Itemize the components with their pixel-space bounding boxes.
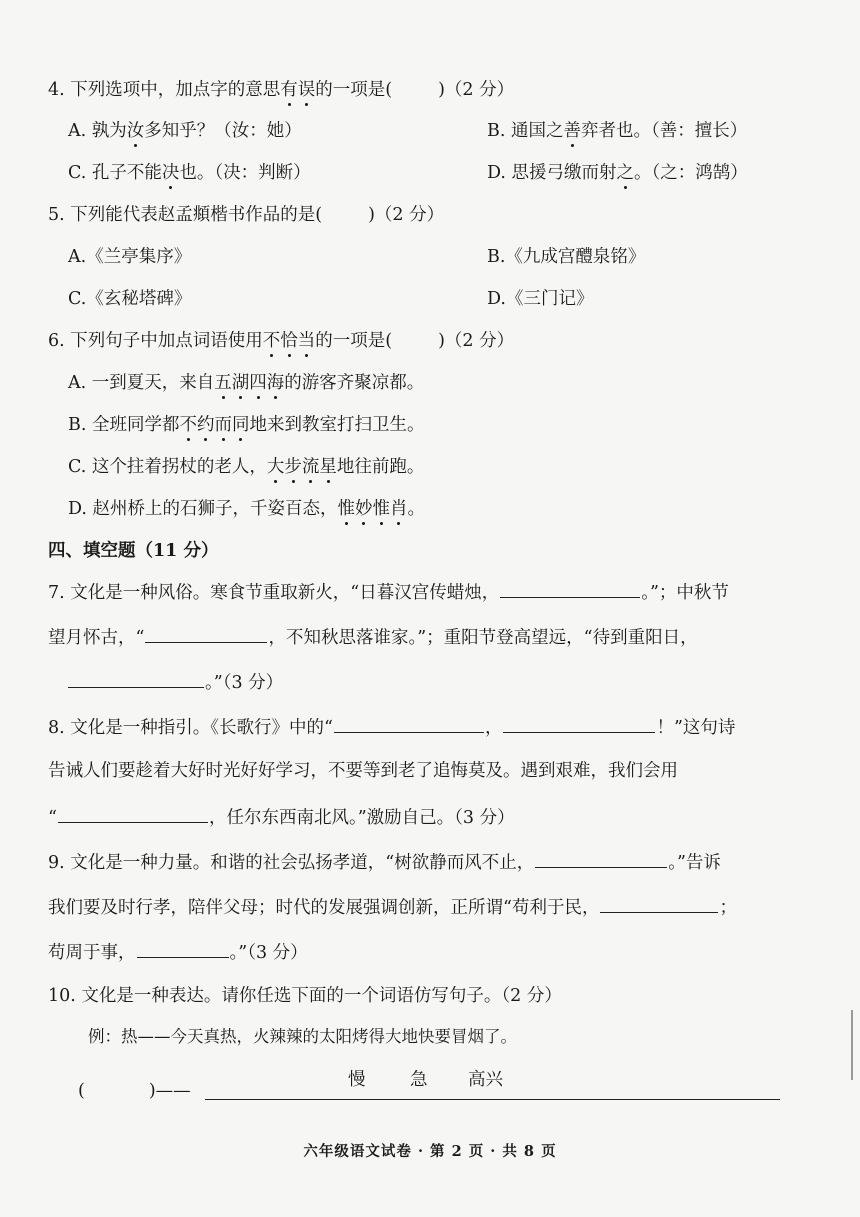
section-title: 四、填空题（11 分） <box>48 541 219 561</box>
word-choice-1[interactable]: 慢 <box>348 1070 366 1090</box>
fill-blank[interactable] <box>145 624 267 643</box>
q6-option-a[interactable]: A. 一到夏天，来自五湖四海的游客齐聚凉都。 <box>68 373 425 393</box>
q6-option-c[interactable]: C. 这个拄着拐杖的老人，大步流星地往前跑。 <box>68 457 425 477</box>
q9-line-2: 我们要及时行孝，陪伴父母；时代的发展强调创新，正所谓“苟利于民， ； <box>48 894 737 920</box>
q8-line-2: 告诫人们要趁着大好时光好好学习，不要等到老了追悔莫及。遇到艰难，我们会用 <box>48 761 678 781</box>
q7-line-3: 。”（3 分） <box>48 669 283 695</box>
q4-option-a[interactable]: A. 孰为汝多知乎？（汝：她） <box>68 121 302 141</box>
q10-answer-line[interactable] <box>205 1099 780 1100</box>
word-choice-3[interactable]: 高兴 <box>468 1070 503 1090</box>
q8-line-1: 8. 文化是一种指引。《长歌行》中的“ ， ！”这句诗 <box>48 714 735 740</box>
q6-option-d[interactable]: D. 赵州桥上的石狮子，千姿百态，惟妙惟肖。 <box>68 499 426 519</box>
fill-blank[interactable] <box>334 714 484 733</box>
fill-blank[interactable] <box>503 714 655 733</box>
page-footer: 六年级语文试卷 · 第 2 页 · 共 8 页 <box>303 1143 557 1160</box>
q5-stem: 5. 下列能代表赵孟頫楷书作品的是( )（2 分） <box>48 205 445 225</box>
q9-line-1: 9. 文化是一种力量。和谐的社会弘扬孝道，“树欲静而风不止， 。”告诉 <box>48 849 721 875</box>
word-choice-2[interactable]: 急 <box>410 1070 428 1090</box>
q10-answer-row: ( )—— <box>78 1081 191 1101</box>
fill-blank[interactable] <box>535 849 667 868</box>
scan-edge-mark <box>851 1010 853 1080</box>
q6-stem: 6. 下列句子中加点词语使用不恰当的一项是( )（2 分） <box>48 331 515 351</box>
q5-option-c[interactable]: C.《玄秘塔碑》 <box>68 289 192 309</box>
q6-option-b[interactable]: B. 全班同学都不约而同地来到教室打扫卫生。 <box>68 415 425 435</box>
q7-line-2: 望月怀古，“ ，不知秋思落谁家。”；重阳节登高望远，“待到重阳日， <box>48 624 698 650</box>
fill-blank[interactable] <box>500 579 640 598</box>
q4-stem: 4. 下列选项中，加点字的意思有误的一项是( )（2 分） <box>48 80 515 100</box>
q8-line-3: “ ，任尔东西南北风。”激励自己。（3 分） <box>48 804 515 830</box>
fill-blank[interactable] <box>600 894 718 913</box>
q5-option-a[interactable]: A.《兰亭集序》 <box>68 247 192 267</box>
q4-option-b[interactable]: B. 通国之善弈者也。（善：擅长） <box>487 121 748 141</box>
fill-blank[interactable] <box>137 939 229 958</box>
q9-line-3: 苟周于事， 。”（3 分） <box>48 939 308 965</box>
fill-blank[interactable] <box>68 669 204 688</box>
q10-stem: 10. 文化是一种表达。请你任选下面的一个词语仿写句子。（2 分） <box>48 986 562 1006</box>
q5-option-b[interactable]: B.《九成宫醴泉铭》 <box>487 247 646 267</box>
fill-blank[interactable] <box>58 804 208 823</box>
q4-option-c[interactable]: C. 孔子不能决也。（决：判断） <box>68 163 311 183</box>
q4-option-d[interactable]: D. 思援弓缴而射之。（之：鸿鹄） <box>487 163 748 183</box>
q7-line-1: 7. 文化是一种风俗。寒食节重取新火，“日暮汉宫传蜡烛， 。”；中秋节 <box>48 579 729 605</box>
q5-option-d[interactable]: D.《三门记》 <box>487 289 594 309</box>
q10-example: 例：热——今天真热，火辣辣的太阳烤得大地快要冒烟了。 <box>88 1027 517 1046</box>
